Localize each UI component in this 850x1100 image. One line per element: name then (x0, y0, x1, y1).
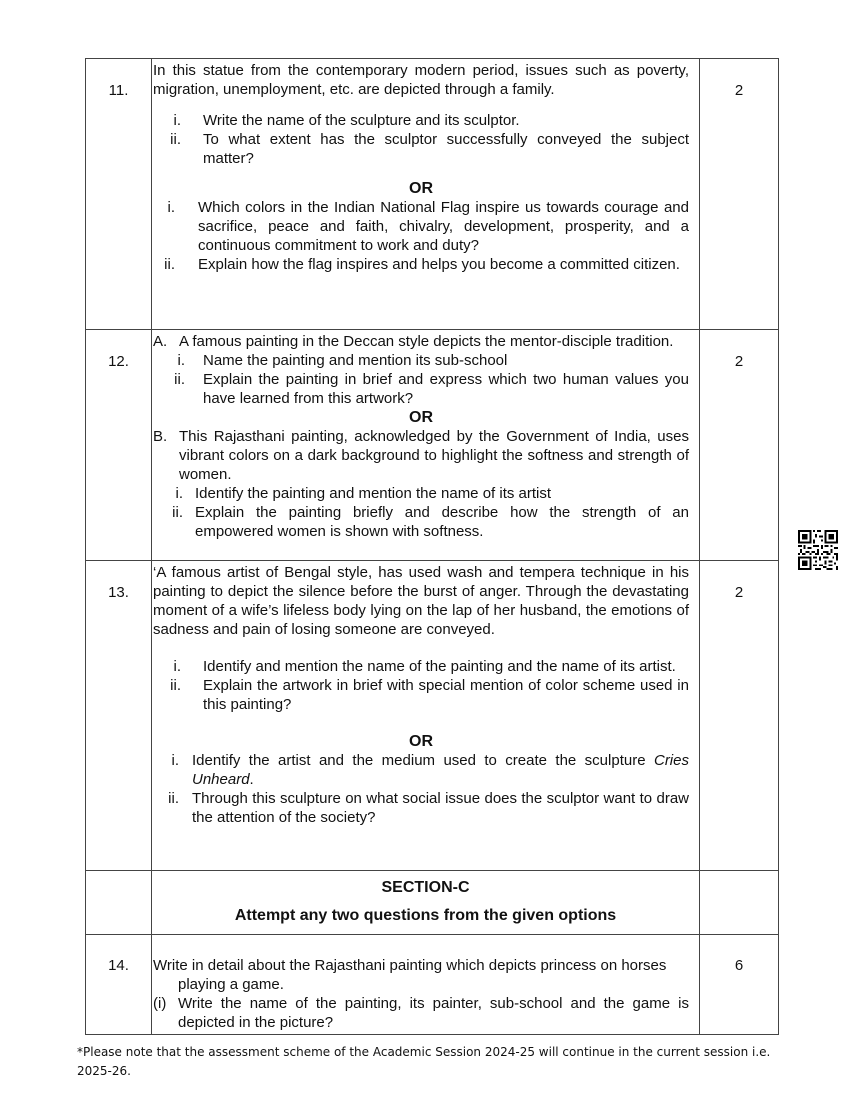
section-title: SECTION-C (381, 879, 470, 896)
question-intro: In this statue from the contemporary modern period, issues such as poverty, migration, unemployment, etc. are depicted through a family. (153, 62, 689, 98)
list-item (153, 111, 689, 130)
sculpture-title: Cries Unheard (192, 752, 689, 788)
question-table (85, 58, 779, 1035)
list-text: Identify and mention the name of the painting and the name of its artist. (203, 658, 676, 675)
question-body (152, 330, 700, 561)
question-number: 13. (86, 561, 152, 871)
question-row-14 (86, 935, 779, 1035)
list-text: Identify the painting and mention the name of its artist (195, 485, 552, 502)
question-body (152, 561, 700, 871)
question-marks: 2 (700, 59, 779, 330)
list-text: Write the name of the sculpture and its sculptor. (203, 112, 520, 129)
list-item (153, 484, 689, 503)
list-item (153, 994, 689, 1032)
question-intro-text: Write in detail about the Rajasthani painting which depicts princess on horses playing a game. (153, 957, 667, 993)
list-text: Explain the artwork in brief with special mention of color scheme used in this painting? (203, 677, 689, 713)
list-text: Through this sculpture on what social issue does the sculptor want to draw the attention of the society? (192, 790, 689, 826)
list-item (153, 751, 689, 789)
part-text: A famous painting in the Deccan style depicts the mentor-disciple tradition. (179, 333, 674, 350)
question-marks: 2 (700, 561, 779, 871)
list-marker: ii. (170, 677, 181, 694)
list-text: Which colors in the Indian National Flag inspire us towards courage and sacrifice, peace and faith, chivalry, development, prosperity, and a continuous commitment to work and duty? (198, 199, 689, 254)
question-row-13 (86, 561, 779, 871)
list-marker: ii. (174, 371, 185, 388)
list-marker: i. (173, 658, 181, 675)
list-text-end: . (249, 771, 254, 788)
qr-code-icon (798, 530, 838, 570)
section-header (152, 871, 700, 935)
list-marker: i. (173, 112, 181, 129)
question-marks: 6 (700, 935, 779, 1035)
list-item (153, 789, 689, 827)
list-marker: i. (175, 485, 183, 502)
question-number: 12. (86, 330, 152, 561)
list-marker: i. (167, 199, 175, 216)
part-b (153, 427, 689, 484)
or-separator: OR (409, 409, 433, 426)
part-marker: A. (153, 333, 168, 350)
footnote: *Please note that the assessment scheme of the Academic Session 2024-25 will continue in the current session i.e. 2025-26. (77, 1045, 771, 1078)
list-item (153, 198, 689, 255)
question-body (152, 935, 700, 1035)
section-subtitle: Attempt any two questions from the given options (234, 907, 617, 924)
part-text: This Rajasthani painting, acknowledged by the Government of India, uses vibrant colors on a dark background to highlight the softness and strength of women. (179, 428, 689, 483)
section-empty-cell (86, 871, 152, 935)
list-marker: i. (177, 352, 185, 369)
list-text-main: Identify the artist and the medium used to create the sculpture (192, 752, 646, 769)
list-text: Write the name of the painting, its painter, sub-school and the game is depicted in the picture? (178, 995, 689, 1031)
list-item (153, 676, 689, 714)
part-a (153, 332, 689, 351)
list-marker: ii. (168, 790, 179, 807)
list-text: To what extent has the sculptor successfully conveyed the subject matter? (203, 131, 689, 167)
question-row-12 (86, 330, 779, 561)
or-separator: OR (409, 180, 433, 197)
list-item (153, 255, 689, 274)
list-marker: ii. (170, 131, 181, 148)
question-intro: ‘A famous artist of Bengal style, has used wash and tempera technique in his painting to depict the silence before the burst of anger. Through the devastating moment of a wife’s lifeless body lying on the lap of her husband, the emotions of sadness and pain of losing someone are conveyed. (153, 564, 689, 638)
list-marker: ii. (164, 256, 175, 273)
list-text: Explain the painting briefly and describe how the strength of an empowered women is shown with softness. (195, 504, 689, 540)
section-empty-cell (700, 871, 779, 935)
part-marker: B. (153, 428, 168, 445)
list-item (153, 370, 689, 408)
list-text: Explain how the flag inspires and helps you become a committed citizen. (198, 256, 680, 273)
list-item (153, 657, 689, 676)
list-item (153, 130, 689, 168)
question-marks: 2 (700, 330, 779, 561)
question-row-11 (86, 59, 779, 330)
question-body (152, 59, 700, 330)
list-text: Name the painting and mention its sub-school (203, 352, 508, 369)
list-marker: i. (171, 752, 179, 769)
list-marker: (i) (153, 995, 167, 1012)
question-number: 14. (86, 935, 152, 1035)
or-separator: OR (409, 733, 433, 750)
list-marker: ii. (172, 504, 183, 521)
question-intro (153, 956, 689, 994)
list-item (153, 351, 689, 370)
list-text: Explain the painting in brief and express which two human values you have learned from this artwork? (203, 371, 689, 407)
list-text (179, 751, 689, 789)
list-item (153, 503, 689, 541)
question-number: 11. (86, 59, 152, 330)
section-row (86, 871, 779, 935)
